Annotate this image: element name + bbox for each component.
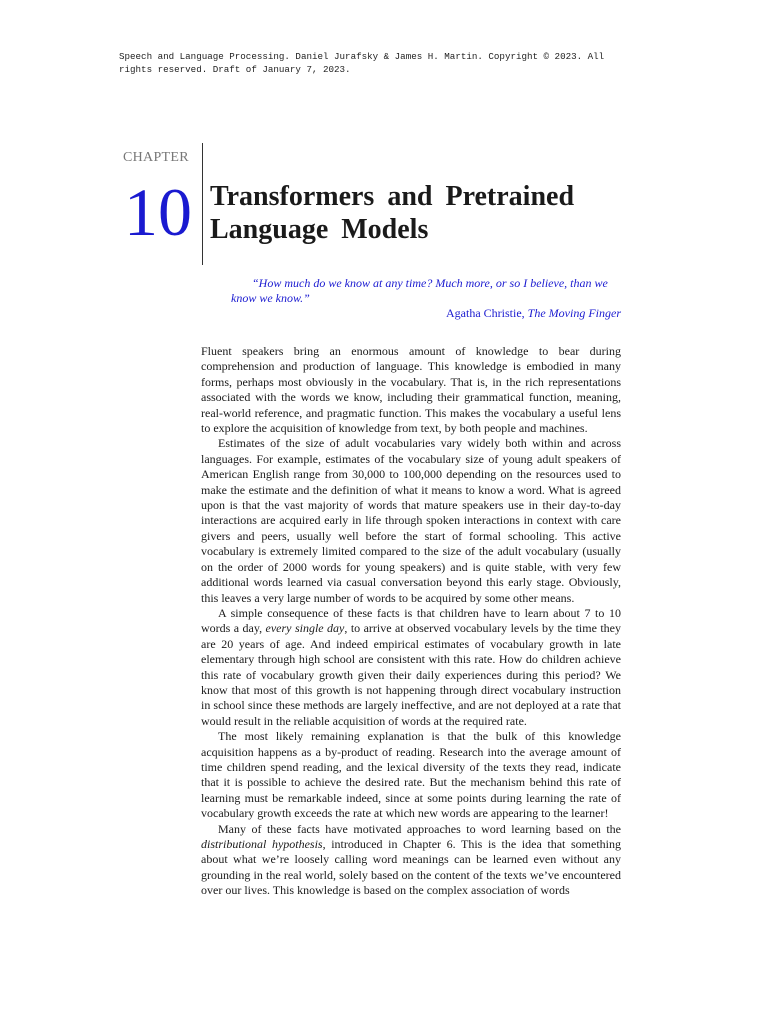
chapter-title: Transformers and Pretrained Language Models — [210, 181, 575, 245]
epigraph-attribution — [231, 306, 621, 321]
paragraph-5-emphasis: distributional hypothesis — [201, 837, 323, 851]
chapter-divider — [202, 143, 203, 265]
paragraph-5-text-b: , introduced in Chapter 6. This is the idea that something about what we’re loosely calling word meanings can be learned even without any grounding in the real world, solely based on the content of the texts we’ve encountered over our lives. This knowledge is based on the complex association of words — [201, 837, 621, 898]
paragraph-1: Fluent speakers bring an enormous amount of knowledge to bear during comprehension and production of language. This knowledge is embodied in many forms, perhaps most obviously in the vocabulary. That is, in the rich representations associated with the words we know, including their grammatical function, meaning, real-world reference, and pragmatic function. This makes the vocabulary a useful lens to explore the acquisition of knowledge from text, by both people and machines. — [201, 344, 621, 436]
paragraph-5 — [201, 822, 621, 899]
epigraph-author: Agatha Christie, — [446, 306, 528, 320]
epigraph-work: The Moving Finger — [527, 306, 621, 320]
paragraph-2: Estimates of the size of adult vocabularies vary widely both within and across languages. For example, estimates of the vocabulary size of young adult speakers of American English range from 30,000 to 100,000 depending on the resources used to make the estimate and the definition of what it means to know a word. What is agreed upon is that the vast majority of words that mature speakers use in their day-to-day interactions are acquired early in life through spoken interactions in context with care givers and peers, usually well before the start of formal schooling. This active vocabulary is extremely limited compared to the size of the adult vocabulary (usually on the order of 2000 words for young speakers) and is quite stable, with very few additional words learned via casual conversation beyond this early stage. Obviously, this leaves a very large number of words to be acquired by some other means. — [201, 436, 621, 605]
paragraph-5-text-a: Many of these facts have motivated approaches to word learning based on the — [218, 821, 621, 836]
paragraph-3-emphasis: every single day — [265, 621, 345, 636]
chapter-label: CHAPTER — [123, 150, 189, 165]
paragraph-4: The most likely remaining explanation is that the bulk of this knowledge acquisition happens as a by-product of reading. Research into the average amount of time children spend reading, and the lexical diversity of the texts they read, indicate that it is possible to achieve the desired rate. But the mechanism behind this rate of learning must be remarkable indeed, since at some points during learning the rate of vocabulary growth exceeds the rate at which new words are appearing to the learner! — [201, 729, 621, 821]
chapter-number: 10 — [124, 174, 192, 250]
epigraph-quote: “How much do we know at any time? Much more, or so I believe, than we know we know.” — [231, 276, 608, 305]
epigraph — [231, 276, 621, 321]
paragraph-3-text-b: , to arrive at observed vocabulary levels by the time they are 20 years of age. And indeed empirical estimates of vocabulary growth in late elementary through high school are consistent with this rate. How do children achieve this rate of vocabulary growth given their daily experiences during this period? We know that most of this growth is not happening through direct vocabulary instruction in school since these methods are largely ineffective, and are not deployed at a rate that would result in the reliable acquisition of words at the required rate. — [201, 621, 621, 728]
paragraph-3 — [201, 606, 621, 729]
copyright-header: Speech and Language Processing. Daniel Jurafsky & James H. Martin. Copyright © 2023. All rights reserved. Draft of January 7, 2023. — [119, 51, 605, 75]
body-text — [201, 344, 621, 899]
paragraph-3-text-a: A simple consequence of these facts is that children have to learn about 7 to 10 words a day, — [201, 605, 621, 636]
